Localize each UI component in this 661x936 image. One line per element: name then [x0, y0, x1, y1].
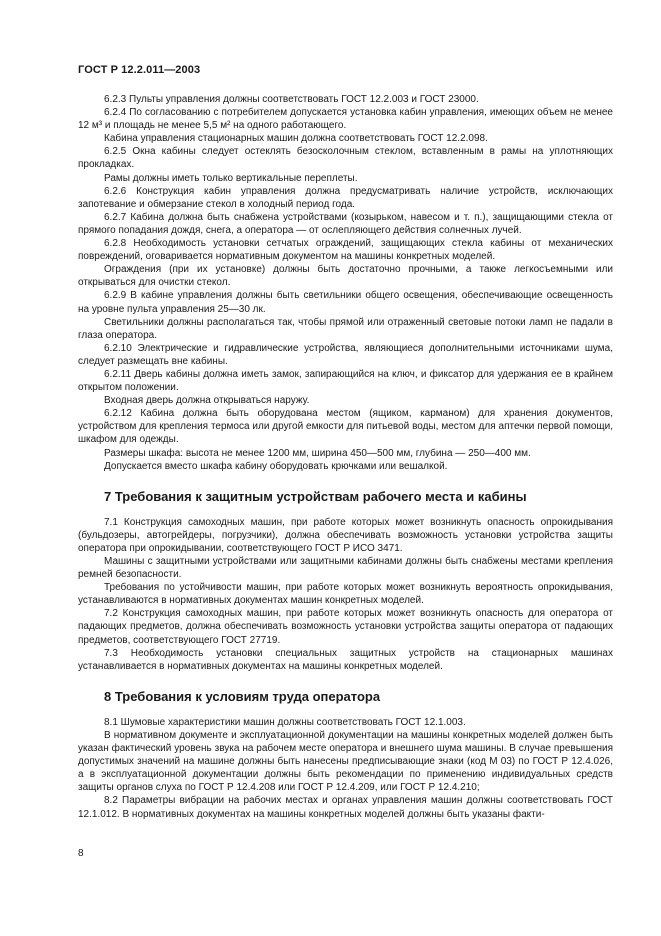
paragraph: 6.2.10 Электрические и гидравлические устройства, являющиеся дополнительными источниками шума, следует размещать вне кабины.	[78, 342, 613, 367]
paragraph: 6.2.4 По согласованию с потребителем допускается установка кабин управления, имеющих объем не менее 12 м³ и площадь не менее 5,5 м² на одного работающего.	[78, 107, 613, 132]
paragraph: 6.2.8 Необходимость установки сетчатых ограждений, защищающих стекла кабины от механических повреждений, оговаривается нормативным документом на машины конкретных моделей.	[78, 238, 613, 263]
paragraph: 6.2.12 Кабина должна быть оборудована местом (ящиком, карманом) для хранения документов, устройством для крепления термоса или другой емкости для питьевой воды, местом для аптечки первой помощи, шкафом для одежды.	[78, 408, 613, 446]
paragraph: Светильники должны располагаться так, чтобы прямой или отраженный световые потоки ламп не падали в глаза оператора.	[78, 316, 613, 341]
paragraph: 6.2.5 Окна кабины следует остеклять безосколочным стеклом, вставленным в рамы на уплотняющих прокладках.	[78, 146, 613, 171]
paragraph: 8.2 Параметры вибрации на рабочих местах и органах управления машин должны соответствовать ГОСТ 12.1.012. В нормативных документах на машины конкретных моделей должны быть указаны факти-	[78, 795, 613, 820]
paragraph: В нормативном документе и эксплуатационной документации на машины конкретных моделей должен быть указан фактический уровень звука на рабочем месте оператора и внешнего шума машины. В случае превышения допустимых значений на машине должны быть нанесены предписывающие знаки (код М 03) по ГОСТ Р 12.4.026, а в эксплуатационной документации должны быть рекомендации по применению индивидуальных средств защиты органов слуха по ГОСТ Р 12.4.208 или ГОСТ Р 12.4.209, или ГОСТ Р 12.4.210;	[78, 729, 613, 794]
paragraph: Размеры шкафа: высота не менее 1200 мм, ширина 450—500 мм, глубина — 250—400 мм.	[104, 447, 531, 459]
paragraph: Рамы должны иметь только вертикальные переплеты.	[104, 172, 358, 184]
paragraph: 6.2.11 Дверь кабины должна иметь замок, запирающийся на ключ, и фиксатор для удержания ее в крайнем открытом положении.	[78, 368, 613, 394]
paragraph: Ограждения (при их установке) должны быть достаточно прочными, а также легкосъемными или открываться для очистки стекол.	[78, 264, 613, 289]
section-heading: 7 Требования к защитным устройствам рабочего места и кабины	[104, 488, 527, 504]
paragraph: 8.1 Шумовые характеристики машин должны соответствовать ГОСТ 12.1.003.	[104, 716, 466, 728]
paragraph: 7.3 Необходимость установки специальных защитных устройств на стационарных машинах устанавливается в нормативных документах на машины конкретных моделей.	[78, 647, 613, 672]
paragraph: Требования по устойчивости машин, при работе которых может возникнуть вероятность опрокидывания, устанавливаются в нормативных документах машин конкретных моделей.	[78, 582, 613, 607]
paragraph: Входная дверь должна открываться наружу.	[104, 395, 310, 407]
document-header: ГОСТ Р 12.2.011—2003	[78, 64, 201, 76]
paragraph: 7.2 Конструкция самоходных машин, при работе которых может возникнуть опасность для оператора от падающих предметов, должна обеспечивать возможность установки устройства защиты оператора от падающих предметов, соответствующего ГОСТ 27719.	[78, 608, 613, 646]
paragraph: Кабина управления стационарных машин должна соответствовать ГОСТ 12.2.098.	[104, 133, 488, 145]
paragraph: Машины с защитными устройствами или защитными кабинами должны быть снабжены местами крепления ремней безопасности.	[78, 556, 613, 581]
paragraph: 6.2.9 В кабине управления должны быть светильники общего освещения, обеспечивающие освещенность на уровне пульта управления 25—30 лк.	[78, 290, 613, 315]
page-number: 8	[78, 848, 84, 859]
paragraph: 6.2.7 Кабина должна быть снабжена устройствами (козырьком, навесом и т. п.), защищающими стекла от прямого попадания дождя, снега, а оператора — от ослепляющего действия солнечных лучей.	[78, 211, 613, 236]
section-heading: 8 Требования к условиям труда оператора	[104, 688, 381, 704]
paragraph: 6.2.6 Конструкция кабин управления должна предусматривать наличие устройств, исключающих запотевание и обмерзание стекол в холодный период года.	[78, 185, 613, 210]
paragraph: Допускается вместо шкафа кабину оборудовать крючками или вешалкой.	[104, 460, 448, 472]
paragraph: 7.1 Конструкция самоходных машин, при работе которых может возникнуть опасность опрокидывания (бульдозеры, автогрейдеры, погрузчики), должна обеспечивать возможность установки устройства защиты оператора при опрокидывании, соответствующего ГОСТ Р ИСО 3471.	[78, 516, 613, 554]
document-body	[78, 93, 613, 821]
paragraph: 6.2.3 Пульты управления должны соответствовать ГОСТ 12.2.003 и ГОСТ 23000.	[104, 94, 479, 105]
